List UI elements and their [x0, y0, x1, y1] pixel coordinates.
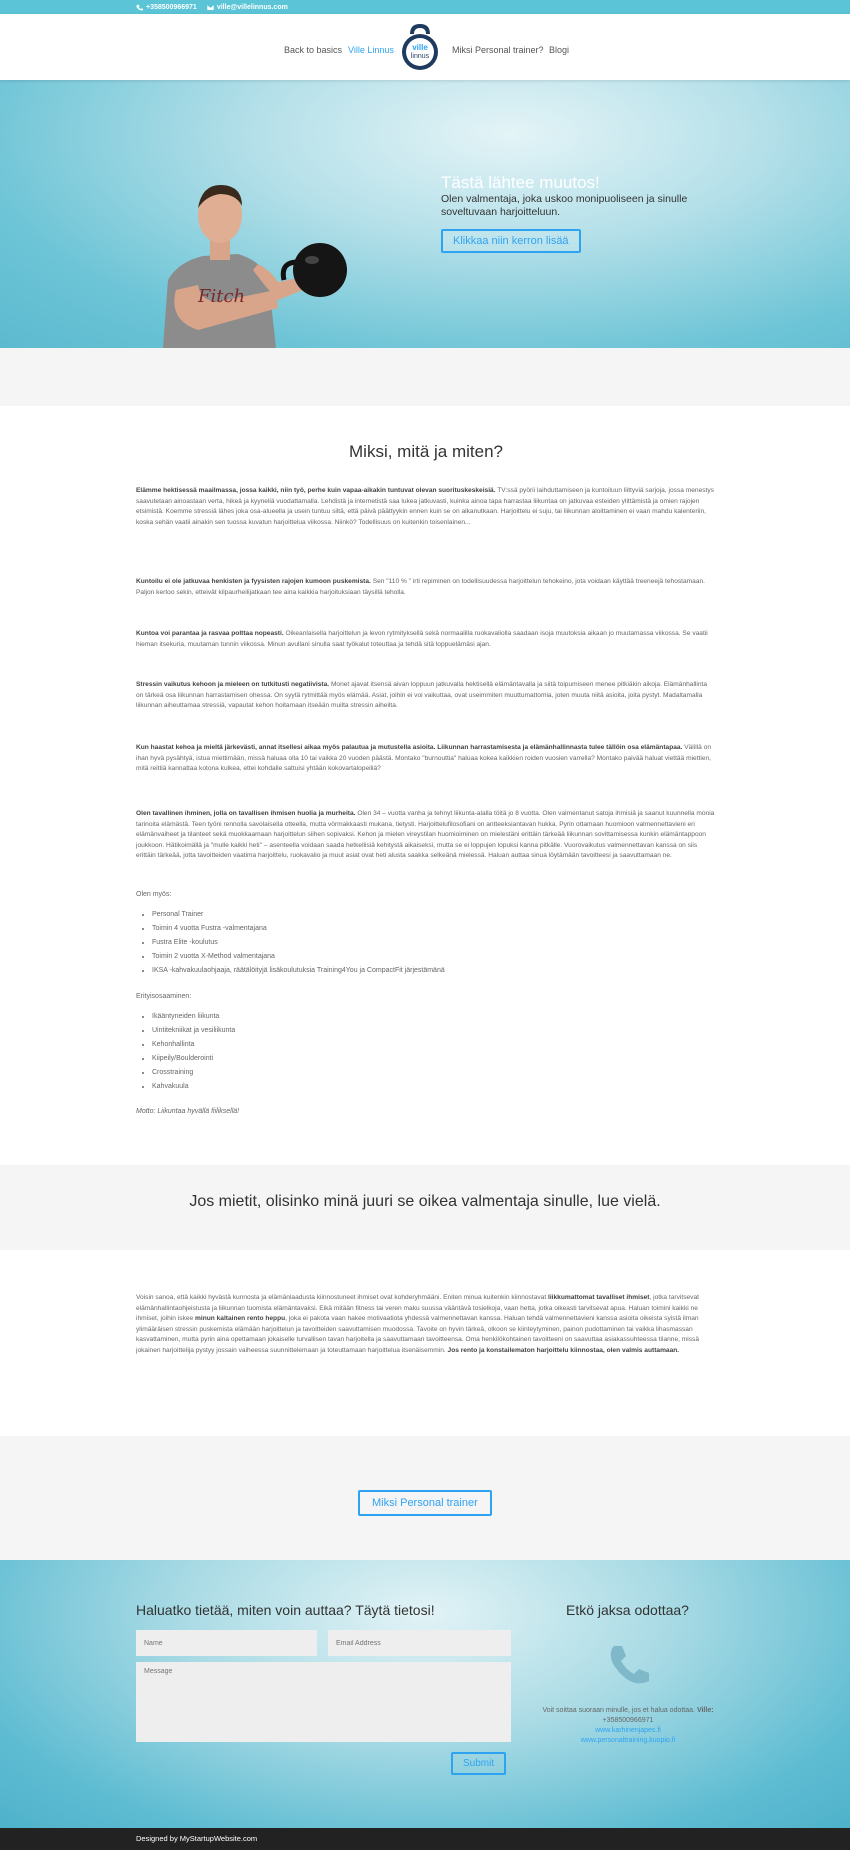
spacer-section [0, 348, 850, 406]
target-group-paragraph [136, 1293, 716, 1356]
list-item: • Toimin 4 vuotta Fustra -valmentajana [152, 922, 445, 936]
list-item: • Fustra Elite -koulutus [152, 936, 445, 950]
logo-text-bottom: linnus [410, 53, 430, 60]
cta-band [0, 1436, 850, 1560]
nav-item-back-to-basics[interactable]: Back to basics [284, 45, 343, 55]
contact-side-note: Voit soittaa suoraan minulle, jos et halua odottaa. [542, 1707, 695, 1714]
name-input[interactable] [136, 1630, 317, 1656]
nav-item-blogi[interactable]: Blogi [549, 45, 570, 55]
paragraph-3 [136, 629, 716, 650]
email-input[interactable] [328, 1630, 511, 1656]
contact-side-text [540, 1706, 716, 1746]
list-item: • Crosstraining [152, 1066, 235, 1080]
main-heading: Miksi, mitä ja miten? [349, 442, 503, 461]
top-bar-phone[interactable] [136, 4, 197, 11]
paragraph-2-bold: Kuntoilu ei ole jatkuvaa henkisten ja fyysisten rajojen kumoon puskemista. [136, 578, 371, 585]
target-group-text-1: Voisin sanoa, että kaikki hyvästä kunnosta ja elämänlaadusta kiinnostuneet ihmiset ovat kohderyhmääni. Eniten minua kuitenkin kiinnostavat [136, 1294, 548, 1301]
envelope-icon [207, 4, 214, 11]
paragraph-6-bold: Olen tavallinen ihminen, jolla on tavallisen ihmisen huolia ja murheita. [136, 810, 356, 817]
paragraph-3-bold: Kuntoa voi parantaa ja rasvaa polttaa nopeasti. [136, 630, 284, 637]
target-group-bold-2: minun kaltainen rento heppu [195, 1315, 286, 1322]
paragraph-1 [136, 486, 716, 528]
contact-side-phone[interactable]: +358500966971 [602, 1717, 654, 1724]
nav-item-ville-linnus[interactable]: Ville Linnus [348, 45, 394, 55]
target-group-bold-1: liikkumattomat tavalliset ihmiset [547, 1294, 650, 1301]
list-item: • Toimin 2 vuotta X-Method valmentajana [152, 950, 445, 964]
list-item: • Uintitekniikat ja vesiliikunta [152, 1024, 235, 1038]
paragraph-6 [136, 809, 716, 862]
list-item: • Ikääntyneiden liikunta [152, 1010, 235, 1024]
paragraph-6-text: Olen 34 – vuotta vanha ja tehnyt liikunta-alalla töitä jo 8 vuotta. Olen valmentanut satoja ihmisiä ja saanut kuunnella monia tarinoita elämästä. Teen työni rennolla savolaisella otteella, mutta vörmakkaasti mukana, tietysti. Harjoittelufilosofiani on antteeksiantavan hukka. Pyrin ottamaan huomioon valmennettavieni eri elämänvaiheet ja tilanteet sekä muokkaamaan harjoittelun siihen sopivaksi. Kehon ja mielen vireystilan huomioiminen on mielestäni erittäin tärkeää liikunnan sovittamisessa kunkin elämäntappoon joukkoon. Hätikoimällä ja "mulle kaikki heti" – asenteella voidaan saada hetkellisiä kehitystä aikaiseksi, mutta se ei loppujen lopuksi kanna pitkälle. Vuorovaikutus valmennettavan kanssa on siis erittäin tärkeää, jotta tavoitteiden vaatima harjoittelu, ruokavalio ja muut asiat ovat heti alusta saakka selkeänä mielessä. Haluan auttaa sinua löytämään tavoitteesi ja saavuttamaan ne. [136, 810, 715, 859]
paragraph-5-bold: Kun haastat kehoa ja mieltä järkevästi, annat itsellesi aikaa myös palautua ja mutustella asioita. Liikunnan harrastamisesta ja elämänhallinnasta tulee tällöin osa elämäntapaa. [136, 744, 683, 751]
erityisosaaminen-list [144, 1010, 235, 1094]
hero-more-button[interactable]: Klikkaa niin kerron lisää [441, 229, 581, 253]
phone-icon [136, 4, 143, 11]
paragraph-1-text: TV:ssä pyörii laihduttamiseen ja kuntoiluun liittyviä sarjoja, jossa menestys saavutetaan ainoastaan verta, hikeä ja kyyneliä vuodattamalla. Lehdistä ja internetistä saa lukea jatkuvasti, kuinka ainoa tapa harrastaa liikuntaa on jatkuvaa esteiden ylittämistä ja omien rajojen etsimistä. Koemme stressiä lähes joka osa-alueella ja usein tuntuu siltä, että päivä päättyykin ennen kuin se on alkanutkaan. Harjoittelu ei suju, tai liikunnan aloittaminen ei vaan mahdu kalenteriin, koska sehän vaatii ainakin sen tuossa kuvatun harjoittelua viikossa. Niinkö? Todellisuus on kuitenkin toisenlainen... [136, 487, 714, 526]
olen-myos-label: Olen myös: [136, 891, 172, 898]
top-bar-email[interactable] [207, 4, 288, 11]
top-bar [0, 0, 850, 14]
list-item: • Kehonhallinta [152, 1038, 235, 1052]
target-group-text-2: , jotka tarvitsevat elämänhallintaohjeistusta ja liikunnan tuomista elämäntavaksi. Eikä mitään fitness tai veren maku suussa vääntävä tosielkoja, vaan hetta, jotka oikeasti tarvitsevat apua. Haluan toimini kaikki ne ihmiset, joihin iskee [136, 1294, 699, 1322]
phone-icon [604, 1642, 652, 1690]
paragraph-5 [136, 743, 716, 775]
callout-band [0, 1165, 850, 1250]
message-textarea[interactable] [136, 1662, 511, 1742]
olen-myos-list [144, 908, 445, 978]
logo-text-top: ville [412, 43, 428, 52]
paragraph-4 [136, 680, 716, 712]
list-item: • Kahvakuula [152, 1080, 235, 1094]
footer-credit[interactable]: Designed by MyStartupWebsite.com [136, 1834, 258, 1843]
target-group-bold-3: Jos rento ja konstailematon harjoittelu kiinnostaa, olen valmis auttamaan. [447, 1346, 680, 1354]
top-bar-email-text: ville@villelinnus.com [216, 3, 288, 11]
paragraph-3-text: Oikeanlaisella harjoittelun ja levon rytmityksellä sekä normaalilla ruokavaliolla saadaan isoja muutoksia aikaan jo muutamassa viikossa. Se vaatii hieman itsekuria, muutaman tunnin viikossa. Minun avullani sinulla saat työkalut toteuttaa ja tehdä sitä loppuelämäsi ajan. [136, 630, 708, 648]
site-header [0, 14, 850, 80]
target-group-text-3: , joka ei pakota vaan hakee motivaatiota yhdessä valmennettavan kanssa. Haluan tehdä valmennettavieni kanssa asioita oikeista syistä ilman ylimääräisen stressin puskemista elämään harjoittelun ja tavoitteiden saavuttamisen muodossa. Tavoite on hyvin tärkeä, olkoon se kiinteytyminen, painon pudottaminen tai vaikka lihasmassan kasvattaminen, mutta pyrin aina opettamaan jokaiselle turvallisen tavan harjoitella ja saavuttamaan tavoitteensa. Oma henkilökohtainen tavoitteeni on saavuttaa asiakassuhteessa tilanne, missä jokainen harjoittelija pystyy jossain vaiheessa suunnittelemaan ja toteuttamaan harjoittelua itsenäisemmin. [136, 1315, 699, 1354]
contact-side-heading: Etkö jaksa odottaa? [566, 1602, 689, 1618]
contact-link-2[interactable]: www.personaltraining.kuopio.fi [580, 1737, 676, 1744]
paragraph-2-text: Sen "110 % " irti repiminen on todellisuudessa harjoittelun tehokeino, jota voidaan käyttää treeneejä tehostamaan. Paljon kertoo sekin, etteivät kilpaurheilijatkaan tee aina kaikkia harjoituksiaan täysillä teholla. [136, 578, 705, 596]
trainer-photo [158, 170, 348, 348]
main-nav [0, 14, 850, 80]
contact-section [0, 1560, 850, 1828]
hero-section [0, 80, 850, 348]
list-item: • Kiipeily/Boulderointi [152, 1052, 235, 1066]
nav-item-miksi-personal-trainer[interactable]: Miksi Personal trainer? [452, 45, 544, 55]
motto: Motto: Liikuntaa hyvällä fiiliksellä! [136, 1108, 240, 1115]
submit-button[interactable]: Submit [451, 1752, 506, 1775]
contact-form-heading: Haluatko tietää, miten voin auttaa? Täytä tietosi! [136, 1602, 435, 1618]
list-item: • IKSA -kahvakuulaohjaaja, räätälöityjä lisäkoulutuksia Training4You ja CompactFit järjestämänä [152, 964, 445, 978]
hero-title: Tästä lähtee muutos! [441, 173, 600, 192]
callout-heading: Jos mietit, olisinko minä juuri se oikea valmentaja sinulle, lue vielä. [189, 1193, 661, 1210]
paragraph-2 [136, 577, 716, 598]
why-personal-trainer-button[interactable]: Miksi Personal trainer [358, 1490, 492, 1516]
site-footer [0, 1828, 850, 1850]
paragraph-4-text: Monet ajavat itsensä aivan loppuun jatkuvalla hektisellä elämäntavalla ja siitä toipumiseen menee pitkiäkin aikoja. Elämänhallinta on tärkeä osa liikunnan harrastamisen ohessa. On syytä rytmittää myös elämää. Asiat, joihin ei voi vaikuttaa, ovat useimmiten muuttumattomia, joten muuta niitä asioita, joita pystyt. Madaltamalla liikunnan aiheuttamaa stressiä, vapautat kehon hoitamaan itseään muilta stressin aiheilta. [136, 681, 708, 709]
shirt-text: Fitch [198, 286, 246, 307]
list-item: • Personal Trainer [152, 908, 445, 922]
hero-subtitle: Olen valmentaja, joka uskoo monipuoliseen ja sinulle soveltuvaan harjoitteluun. [441, 193, 688, 218]
contact-link-1[interactable]: www.karhinenjapes.fi [595, 1727, 661, 1734]
paragraph-1-bold: Elämme hektisessä maailmassa, jossa kaikki, niin työ, perhe kuin vapaa-aikakin tuntuvat olevan suorituskeskeisiä. [136, 487, 496, 494]
kettlebell-logo-icon[interactable] [400, 24, 440, 72]
top-bar-phone-text: +358500966971 [146, 3, 197, 11]
erityisosaaminen-label: Erityisosaaminen: [136, 993, 192, 1000]
paragraph-5-text: Välillä on ihan hyvä pysähtyä, istua miettimään, missä haluaa olla 10 tai vaikka 20 vuoden päästä. Montako "burnouttia" haluaa kokea kaikkien roiden vuosien varrella? Montako paivää haluat viettää miettien, mitä reittiä kannattaa kotona kulkea, ettei kohdalle sattuisi yhtään kokovartalopeiliä? [136, 744, 712, 772]
contact-side-label: Ville: [696, 1707, 714, 1714]
paragraph-4-bold: Stressin vaikutus kehoon ja mieleen on tutkitusti negatiivista. [136, 681, 330, 688]
